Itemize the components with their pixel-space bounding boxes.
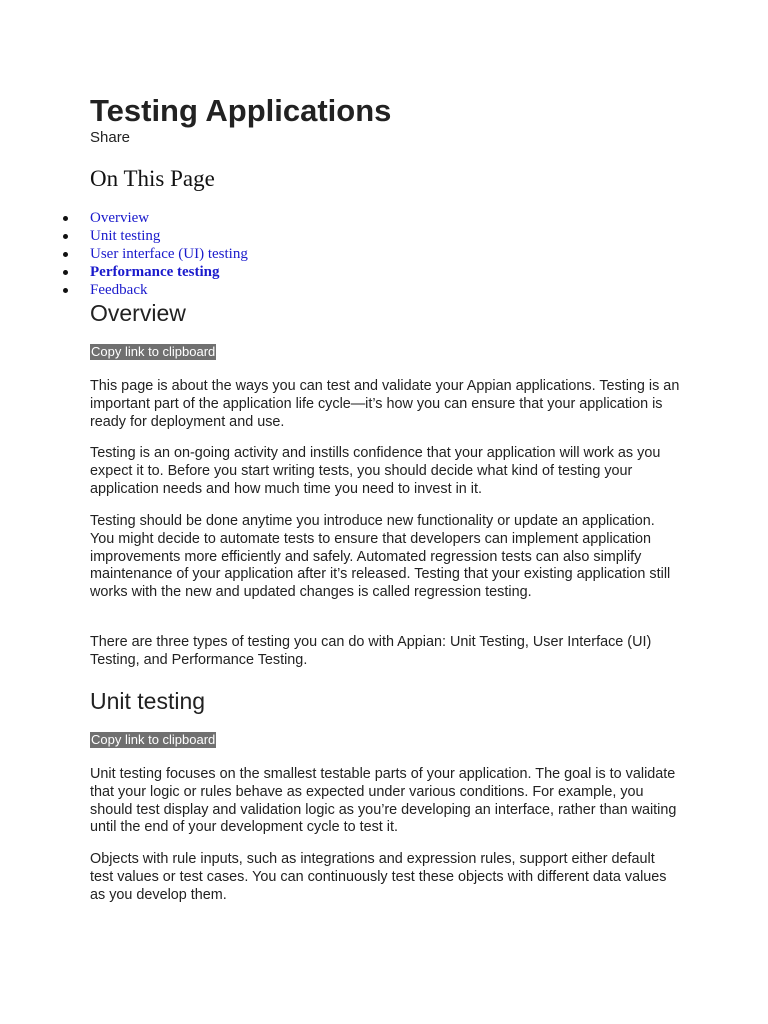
bullet-icon (63, 216, 68, 221)
overview-paragraph: This page is about the ways you can test and validate your Appian applications. Testing is an important part of the application life cycle—it’s how you can ensure that your application is ready for deployment and use. (90, 378, 680, 430)
toc-item-feedback (63, 281, 248, 299)
section-heading-unit-testing: Unit testing (90, 688, 206, 714)
toc-item-ui-testing (63, 245, 248, 263)
toc-item-unit-testing (63, 227, 248, 245)
unit-testing-paragraph: Objects with rule inputs, such as integrations and expression rules, support either default test values or test cases. You can continuously test these objects with different data values as you develop them. (90, 851, 667, 903)
toc-item-performance-testing (63, 263, 248, 281)
toc-link-feedback[interactable]: Feedback (90, 282, 148, 298)
page-title: Testing Applications (90, 93, 392, 128)
section-heading-overview: Overview (90, 300, 186, 326)
toc-heading: On This Page (90, 166, 215, 191)
bullet-icon (63, 252, 68, 257)
toc-link-unit-testing[interactable]: Unit testing (90, 228, 161, 244)
unit-testing-paragraph: Unit testing focuses on the smallest testable parts of your application. The goal is to validate that your logic or rules behave as expected under various conditions. For example, you should test display and validation logic as you’re developing an interface, rather than waiting until the end of your development cycle to test it. (90, 766, 677, 836)
bullet-icon (63, 270, 68, 275)
copy-link-button[interactable]: Copy link to clipboard (91, 344, 216, 359)
bullet-icon (63, 288, 68, 293)
overview-paragraph: Testing should be done anytime you introduce new functionality or update an application. You might decide to automate tests to ensure that developers can implement application improvements more efficiently and safely. Automated regression tests can also simplify maintenance of your application after it’s released. Testing that your existing application still works with the new and updated changes is called regression testing. (90, 513, 671, 601)
toc-link-ui-testing[interactable]: User interface (UI) testing (90, 246, 248, 262)
toc-link-overview[interactable]: Overview (90, 210, 150, 226)
toc-link-performance-testing[interactable]: Performance testing (90, 264, 220, 280)
toc-list (63, 209, 248, 299)
copy-link-button[interactable]: Copy link to clipboard (91, 732, 216, 747)
bullet-icon (63, 234, 68, 239)
share-link[interactable]: Share (90, 129, 131, 146)
toc-item-overview (63, 209, 248, 227)
overview-paragraph: Testing is an on-going activity and instills confidence that your application will work as you expect it to. Before you start writing tests, you should decide what kind of testing your application needs and how much time you need to invest in it. (90, 445, 661, 497)
overview-paragraph: There are three types of testing you can do with Appian: Unit Testing, User Interface (UI) Testing, and Performance Testing. (90, 634, 652, 668)
